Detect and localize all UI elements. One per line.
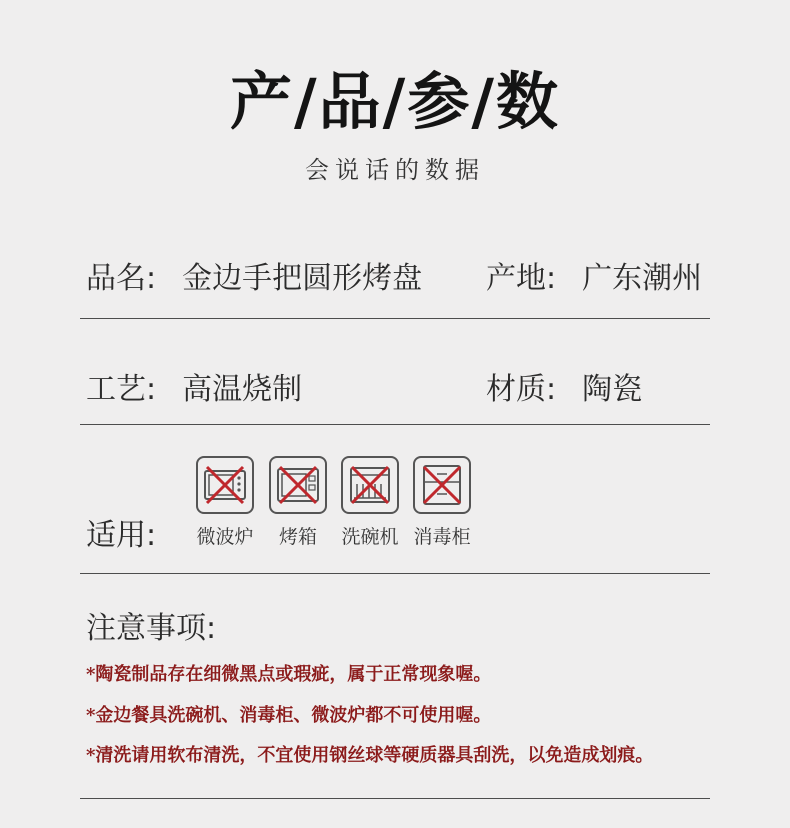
spec-craft-label: 工艺: xyxy=(86,372,157,407)
spec-material-label: 材质: xyxy=(486,372,557,407)
spec-name-value: 金边手把圆形烤盘 xyxy=(182,261,423,296)
oven-icon xyxy=(269,456,327,514)
page-subtitle: 会说话的数据 xyxy=(305,156,485,184)
spec-craft-value: 高温烧制 xyxy=(182,372,303,407)
appliance-dishwasher xyxy=(334,456,406,549)
note-item: *金边餐具洗碗机、消毒柜、微波炉都不可使用喔。 xyxy=(86,705,492,726)
note-item: *陶瓷制品存在细微黑点或瑕疵，属于正常现象喔。 xyxy=(86,664,492,685)
appliance-sterilizer xyxy=(406,456,478,549)
divider xyxy=(80,424,710,425)
spec-origin-label: 产地: xyxy=(486,261,557,296)
divider xyxy=(80,318,710,319)
spec-origin xyxy=(486,253,702,297)
appliance-microwave xyxy=(189,456,261,549)
applicable-label: 适用: xyxy=(86,518,157,553)
notes-title: 注意事项: xyxy=(86,611,217,646)
spec-name-label: 品名: xyxy=(86,261,157,296)
divider xyxy=(80,573,710,574)
divider xyxy=(80,798,710,799)
spec-material xyxy=(486,364,642,408)
page-title: 产/品/参/数 xyxy=(230,65,560,138)
appliance-oven xyxy=(262,456,334,549)
note-item: *清洗请用软布清洗，不宜使用钢丝球等硬质器具刮洗，以免造成划痕。 xyxy=(86,745,654,766)
spec-name xyxy=(86,253,422,297)
appliance-name: 烤箱 xyxy=(278,526,317,548)
spec-craft xyxy=(86,364,302,408)
appliance-name: 洗碗机 xyxy=(341,526,399,548)
spec-material-value: 陶瓷 xyxy=(582,372,643,407)
microwave-icon xyxy=(196,456,254,514)
dishwasher-icon xyxy=(341,456,399,514)
sterilizer-cabinet-icon xyxy=(413,456,471,514)
spec-origin-value: 广东潮州 xyxy=(582,261,703,296)
appliance-name: 微波炉 xyxy=(196,526,254,548)
appliance-name: 消毒柜 xyxy=(413,526,471,548)
